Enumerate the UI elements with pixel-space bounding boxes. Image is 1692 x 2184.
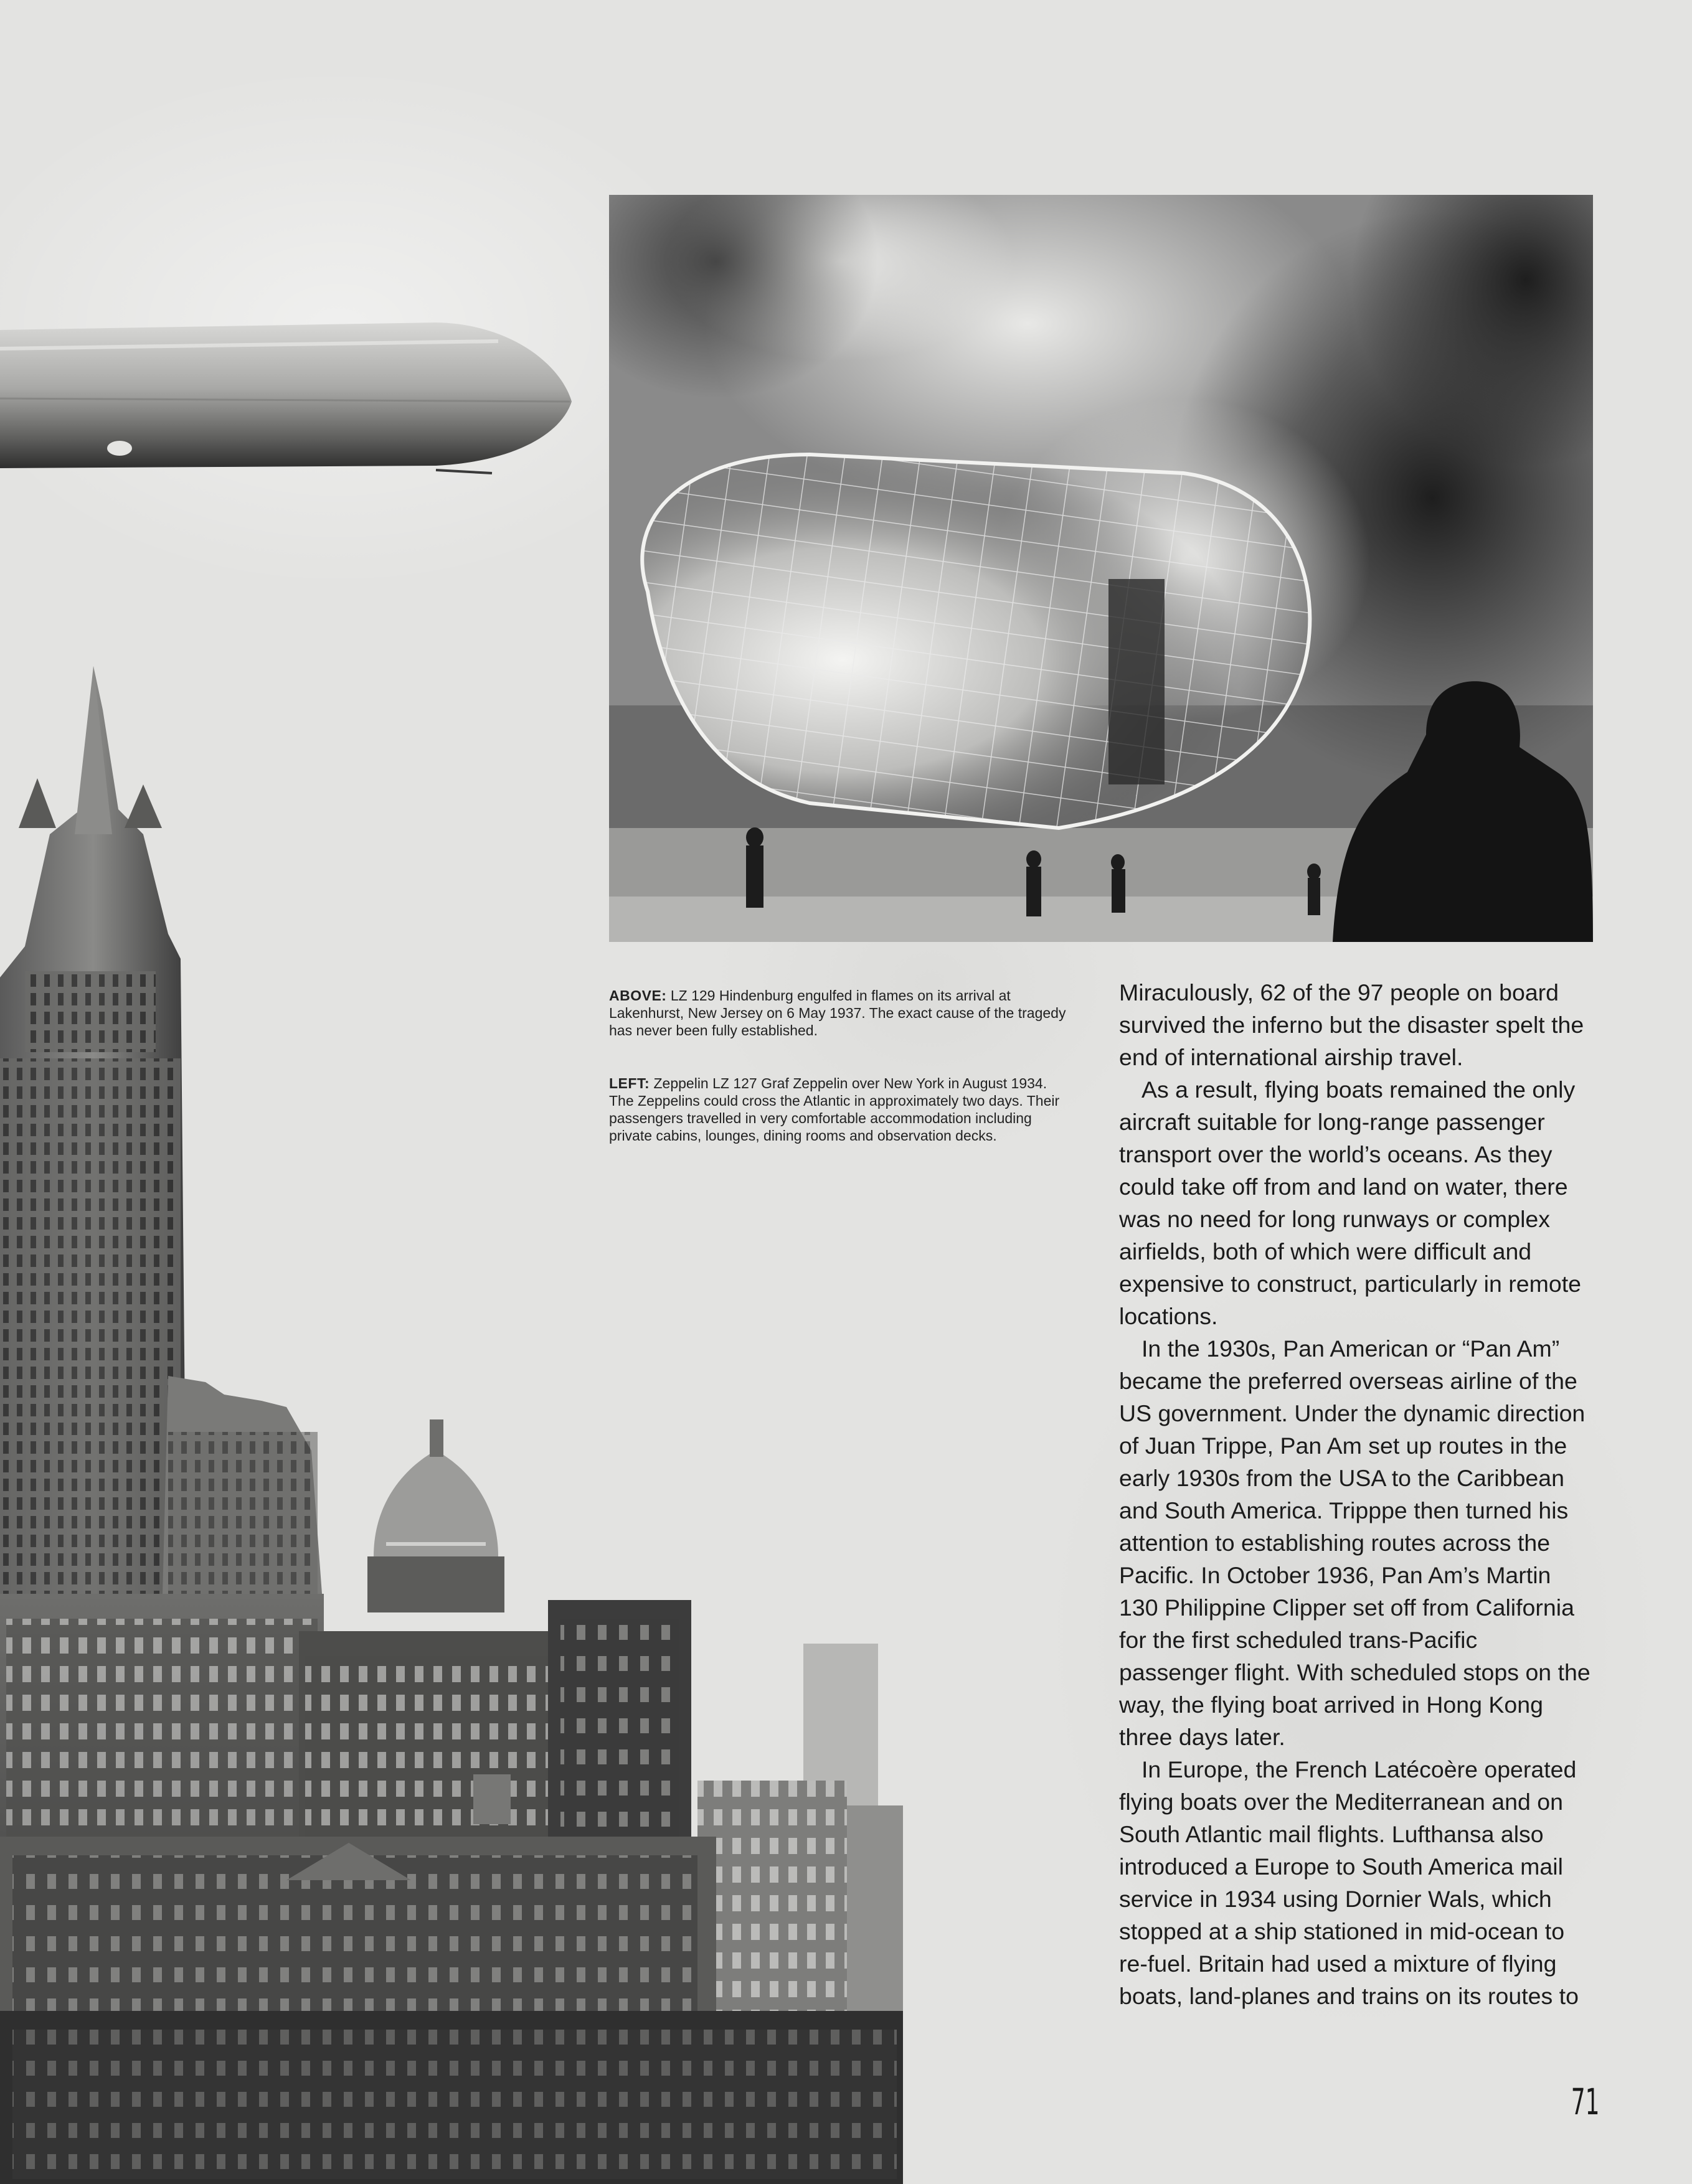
caption-above bbox=[609, 987, 1070, 1039]
zeppelin-illustration bbox=[0, 322, 572, 473]
article-paragraph: In Europe, the French Latécoère operated flying boats over the Mediterranean and on South Atlantic mail flights. Lufthansa also introduced a Europe to South America mail service in 1934 using Dornier Wals, which stopped at a ship stationed in mid-ocean to re-fuel. Britain had used a mixture of flying boats, land-planes and trains on its routes to bbox=[1119, 1756, 1579, 2009]
caption-left bbox=[609, 1075, 1070, 1144]
caption-left-label: LEFT: bbox=[609, 1075, 650, 1091]
caption-above-label: ABOVE: bbox=[609, 987, 667, 1004]
caption-left-text: Zeppelin LZ 127 Graf Zeppelin over New York in August 1934. The Zeppelins could cross the Atlantic in approximately two days. Their passengers travelled in very comfortable accommodation including private cabins, lounges, dining rooms and observation decks. bbox=[609, 1075, 1060, 1144]
caption-above-text: LZ 129 Hindenburg engulfed in flames on its arrival at Lakenhurst, New Jersey on 6 May 1937. The exact cause of the tragedy has never been fully established. bbox=[609, 987, 1066, 1038]
article-paragraph: As a result, flying boats remained the only aircraft suitable for long-range passenger transport over the world’s oceans. As they could take off from and land on water, there was no need for long runways or complex airfields, both of which were difficult and expensive to construct, particularly in remote locations. bbox=[1119, 1076, 1581, 1329]
hindenburg-photo bbox=[554, 93, 1692, 942]
article-paragraph: In the 1930s, Pan American or “Pan Am” became the preferred overseas airline of the US government. Under the dynamic direction of Juan Trippe, Pan Am set up routes in the early 1930s from the USA to the Caribbean and South America. Tripppe then turned his attention to establishing routes across the Pacific. In October 1936, Pan Am’s Martin 130 Philippine Clipper set off from California for the first scheduled trans-Pacific passenger flight. With scheduled stops on the way, the flying boat arrived in Hong Kong three days later. bbox=[1119, 1335, 1590, 1750]
article-paragraph: Miraculously, 62 of the 97 people on board survived the inferno but the disaster spelt the end of international airship travel. bbox=[1119, 979, 1584, 1070]
page-number: 71 bbox=[1571, 2081, 1600, 2123]
article-body bbox=[1119, 976, 1592, 2012]
